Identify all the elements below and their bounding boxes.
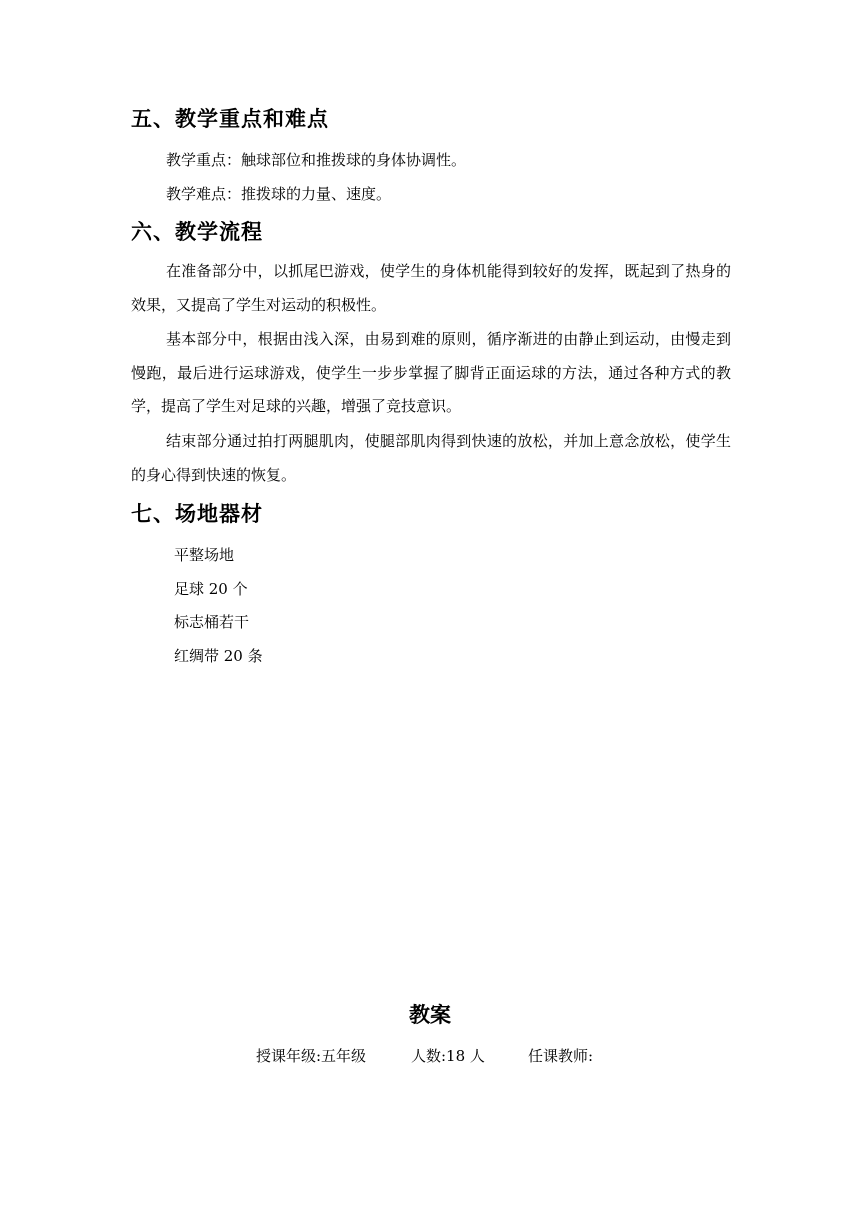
equipment-item: 标志桶若干 xyxy=(174,613,250,631)
lesson-plan-title: 教案 xyxy=(409,1003,451,1027)
equipment-item: 足球 20 个 xyxy=(174,580,248,598)
grade-text: 授课年级:五年级 xyxy=(256,1047,367,1065)
paragraph-preparation: 在准备部分中，以抓尾巴游戏，使学生的身体机能得到较好的发挥，既起到了热身的效果，又提高了学生对运动的积极性。 xyxy=(131,262,731,314)
paragraph-ending: 结束部分通过拍打两腿肌肉，使腿部肌肉得到快速的放松，并加上意念放松，使学生的身心得到快速的恢复。 xyxy=(131,432,731,484)
difficulty-text: 教学难点：推拨球的力量、速度。 xyxy=(166,185,392,203)
teacher-text: 任课教师: xyxy=(528,1047,594,1065)
equipment-item: 红绸带 20 条 xyxy=(174,647,263,665)
equipment-item: 平整场地 xyxy=(174,546,235,564)
key-point-text: 教学重点：触球部位和推拨球的身体协调性。 xyxy=(166,151,467,169)
paragraph-basic: 基本部分中，根据由浅入深，由易到难的原则，循序渐进的由静止到运动，由慢走到慢跑，最后进行运球游戏，使学生一步步掌握了脚背正面运球的方法，通过各种方式的教学，提高了学生对足球的兴趣，增强了竞技意识。 xyxy=(131,330,731,415)
student-count-text: 人数:18 人 xyxy=(411,1047,485,1065)
section-6-heading: 六、教学流程 xyxy=(131,220,263,244)
section-7-heading: 七、场地器材 xyxy=(131,502,263,526)
section-5-heading: 五、教学重点和难点 xyxy=(131,107,329,131)
